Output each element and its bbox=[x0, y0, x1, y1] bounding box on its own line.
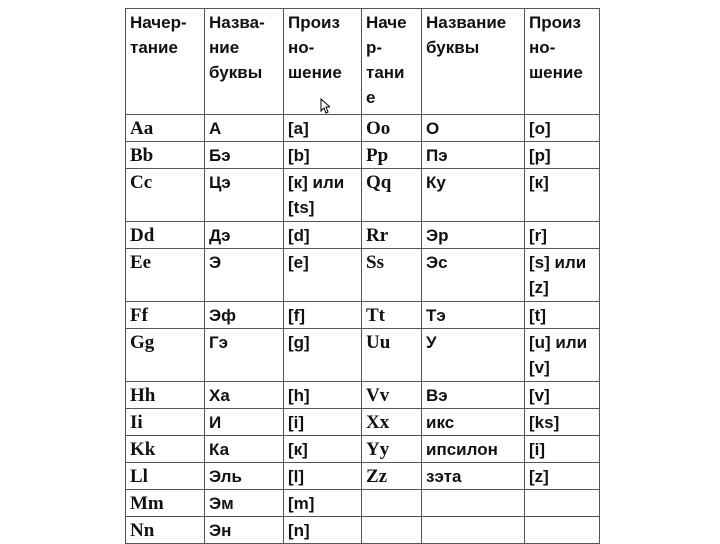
cell-pronunciation-2: [к] bbox=[525, 169, 600, 222]
cell-pronunciation: [h] bbox=[284, 382, 362, 409]
cell-letter-name: Эф bbox=[205, 302, 284, 329]
cell-letter-name: А bbox=[205, 115, 284, 142]
cell-form: Ff bbox=[126, 302, 205, 329]
cell-form-2: Pp bbox=[362, 142, 422, 169]
cell-form: Gg bbox=[126, 329, 205, 382]
cell-letter-name: Эль bbox=[205, 463, 284, 490]
cell-form-2: Ss bbox=[362, 249, 422, 302]
header-cell-form: Начер-тание bbox=[126, 9, 205, 115]
cell-pronunciation-2: [i] bbox=[525, 436, 600, 463]
cell-pronunciation-2: [r] bbox=[525, 222, 600, 249]
table-row bbox=[126, 409, 600, 436]
cell-pronunciation: [к] bbox=[284, 436, 362, 463]
cell-pronunciation: [i] bbox=[284, 409, 362, 436]
table-row bbox=[126, 490, 600, 517]
cell-pronunciation-2: [t] bbox=[525, 302, 600, 329]
cell-form-2: Xx bbox=[362, 409, 422, 436]
table-row bbox=[126, 115, 600, 142]
cell-form-2: Yy bbox=[362, 436, 422, 463]
cell-pronunciation: [n] bbox=[284, 517, 362, 544]
cell-letter-name: Ха bbox=[205, 382, 284, 409]
cell-form-2: Tt bbox=[362, 302, 422, 329]
header-cell-form-2: Наче р-тани е bbox=[362, 9, 422, 115]
cell-pronunciation: [b] bbox=[284, 142, 362, 169]
table-body bbox=[126, 115, 600, 544]
cell-pronunciation-2: [ks] bbox=[525, 409, 600, 436]
cell-form-2 bbox=[362, 490, 422, 517]
cell-letter-name: Эм bbox=[205, 490, 284, 517]
cell-letter-name: И bbox=[205, 409, 284, 436]
cell-pronunciation-2 bbox=[525, 517, 600, 544]
table-row bbox=[126, 169, 600, 222]
table-row bbox=[126, 382, 600, 409]
cell-pronunciation-2: [s] или [z] bbox=[525, 249, 600, 302]
cell-pronunciation: [f] bbox=[284, 302, 362, 329]
cell-letter-name-2: ипсилон bbox=[422, 436, 525, 463]
cell-form: Ii bbox=[126, 409, 205, 436]
cell-pronunciation-2: [p] bbox=[525, 142, 600, 169]
cell-letter-name-2: Вэ bbox=[422, 382, 525, 409]
cell-letter-name-2: Эр bbox=[422, 222, 525, 249]
cell-letter-name: Дэ bbox=[205, 222, 284, 249]
cell-pronunciation: [m] bbox=[284, 490, 362, 517]
cell-letter-name-2: О bbox=[422, 115, 525, 142]
cell-form-2: Zz bbox=[362, 463, 422, 490]
cell-pronunciation: [l] bbox=[284, 463, 362, 490]
table-row bbox=[126, 463, 600, 490]
cell-letter-name: Ка bbox=[205, 436, 284, 463]
cell-pronunciation: [a] bbox=[284, 115, 362, 142]
cell-form: Dd bbox=[126, 222, 205, 249]
cell-form-2: Uu bbox=[362, 329, 422, 382]
cell-form: Aa bbox=[126, 115, 205, 142]
cell-form: Mm bbox=[126, 490, 205, 517]
cell-letter-name-2: икс bbox=[422, 409, 525, 436]
cell-form: Ee bbox=[126, 249, 205, 302]
cell-form-2: Vv bbox=[362, 382, 422, 409]
cell-pronunciation: [g] bbox=[284, 329, 362, 382]
cell-letter-name-2 bbox=[422, 490, 525, 517]
cell-letter-name: Гэ bbox=[205, 329, 284, 382]
table-row bbox=[126, 142, 600, 169]
cell-pronunciation-2: [o] bbox=[525, 115, 600, 142]
header-row bbox=[126, 9, 600, 115]
cell-form-2: Qq bbox=[362, 169, 422, 222]
cell-letter-name-2: Пэ bbox=[422, 142, 525, 169]
cell-form: Ll bbox=[126, 463, 205, 490]
cell-letter-name-2: У bbox=[422, 329, 525, 382]
cell-form: Nn bbox=[126, 517, 205, 544]
cell-form-2: Rr bbox=[362, 222, 422, 249]
cell-form-2: Oo bbox=[362, 115, 422, 142]
latin-alphabet-table bbox=[125, 8, 600, 544]
table-row bbox=[126, 249, 600, 302]
cell-form: Kk bbox=[126, 436, 205, 463]
table-row bbox=[126, 222, 600, 249]
cell-letter-name-2 bbox=[422, 517, 525, 544]
header-cell-pronunciation-2: Произ но-шение bbox=[525, 9, 600, 115]
cell-pronunciation: [e] bbox=[284, 249, 362, 302]
cell-pronunciation-2: [v] bbox=[525, 382, 600, 409]
cell-form: Bb bbox=[126, 142, 205, 169]
table-row bbox=[126, 329, 600, 382]
cell-letter-name: Цэ bbox=[205, 169, 284, 222]
cell-letter-name: Бэ bbox=[205, 142, 284, 169]
cell-pronunciation-2: [z] bbox=[525, 463, 600, 490]
cell-letter-name: Эн bbox=[205, 517, 284, 544]
cell-letter-name-2: Тэ bbox=[422, 302, 525, 329]
table-row bbox=[126, 517, 600, 544]
mouse-pointer-icon bbox=[320, 98, 330, 114]
cell-form: Hh bbox=[126, 382, 205, 409]
table-row bbox=[126, 436, 600, 463]
cell-form-2 bbox=[362, 517, 422, 544]
cell-letter-name-2: Ку bbox=[422, 169, 525, 222]
cell-letter-name-2: зэта bbox=[422, 463, 525, 490]
cell-pronunciation: [d] bbox=[284, 222, 362, 249]
header-cell-letter-name-2: Название буквы bbox=[422, 9, 525, 115]
cell-form: Cc bbox=[126, 169, 205, 222]
table-row bbox=[126, 302, 600, 329]
cell-pronunciation: [к] или [ts] bbox=[284, 169, 362, 222]
cell-letter-name: Э bbox=[205, 249, 284, 302]
cell-pronunciation-2 bbox=[525, 490, 600, 517]
header-cell-letter-name: Назва-ние буквы bbox=[205, 9, 284, 115]
cell-letter-name-2: Эс bbox=[422, 249, 525, 302]
header-cell-pronunciation: Произ но-шение bbox=[284, 9, 362, 115]
cell-pronunciation-2: [u] или [v] bbox=[525, 329, 600, 382]
